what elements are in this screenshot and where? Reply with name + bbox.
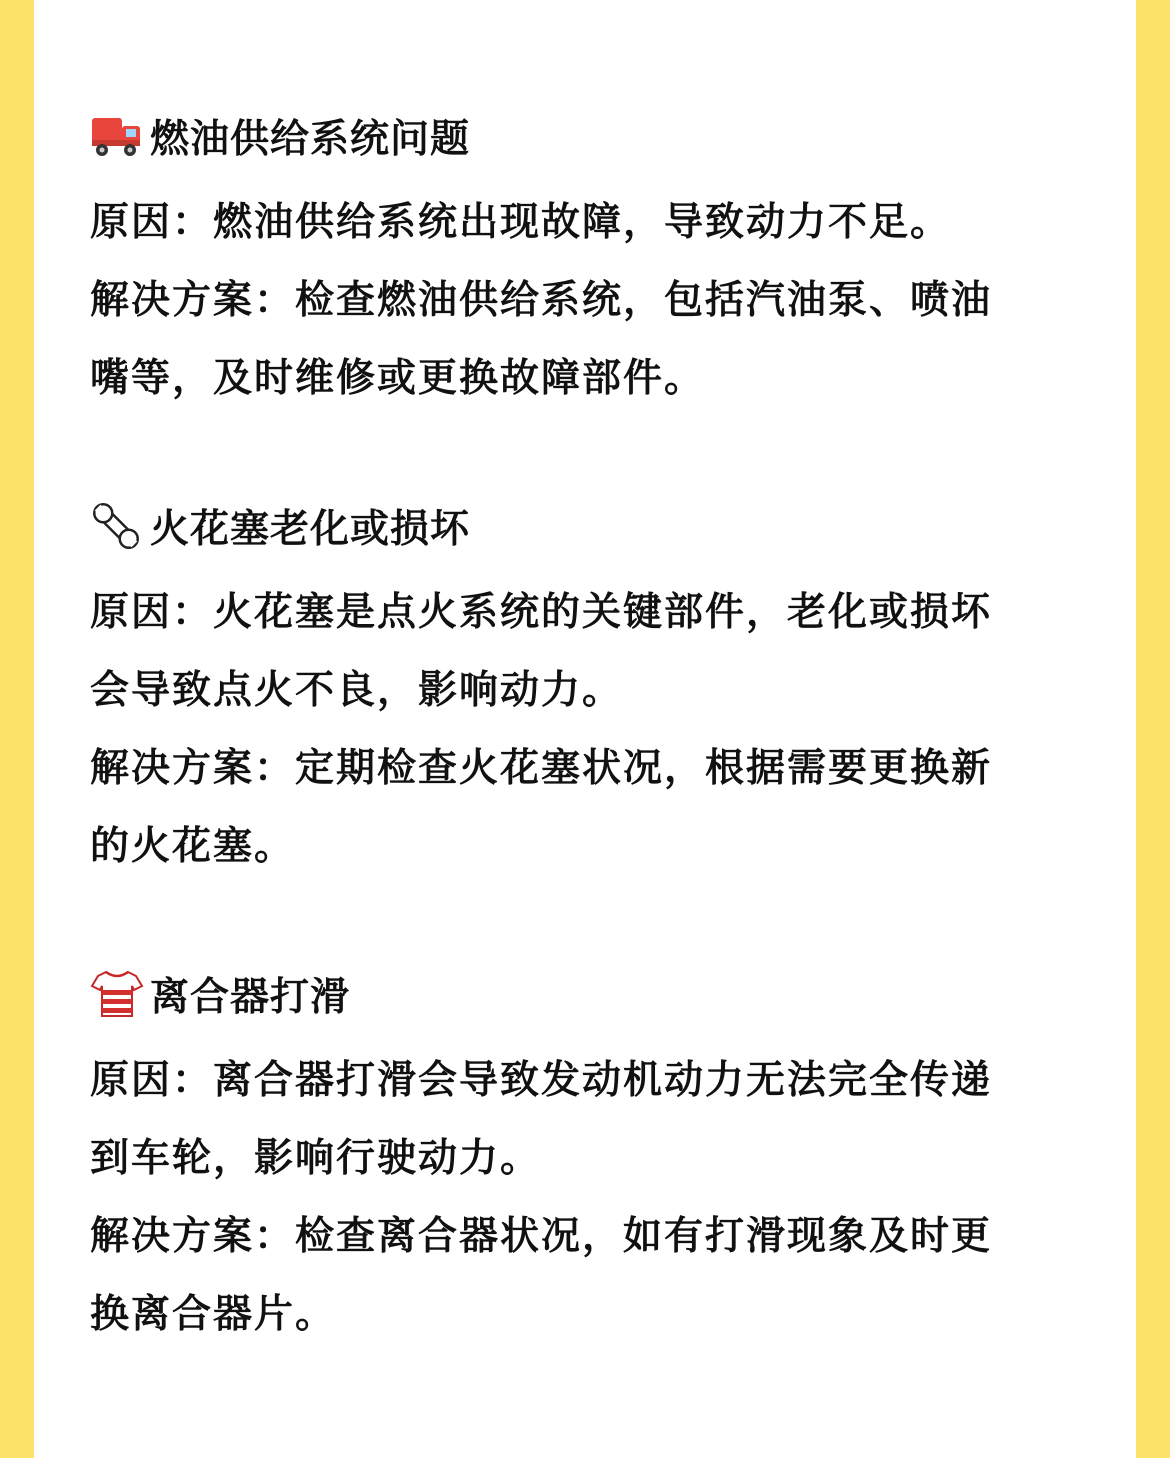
cause-text-continued: 到车轮，影响行驶动力。 — [90, 1136, 542, 1181]
truck-icon — [90, 110, 148, 162]
section-clutch — [90, 964, 1070, 1354]
wrench-icon — [90, 500, 148, 552]
solution-text-continued: 的火花塞。 — [90, 824, 296, 869]
section-body — [90, 184, 1070, 418]
solution-text: 解决方案：检查离合器状况，如有打滑现象及时更 — [90, 1214, 993, 1259]
section-body — [90, 574, 1070, 886]
section-title-row — [90, 496, 1070, 556]
left-border — [0, 0, 34, 1458]
cause-text: 原因：燃油供给系统出现故障，导致动力不足。 — [90, 200, 952, 245]
section-spark-plug — [90, 496, 1070, 886]
section-title: 燃油供给系统问题 — [150, 117, 471, 162]
solution-text: 解决方案：定期检查火花塞状况，根据需要更换新 — [90, 746, 993, 791]
section-title: 火花塞老化或损坏 — [150, 507, 471, 552]
cause-text-continued: 会导致点火不良，影响动力。 — [90, 668, 624, 713]
cause-text: 原因：火花塞是点火系统的关键部件，老化或损坏 — [90, 590, 993, 635]
solution-text-continued: 嘴等，及时维修或更换故障部件。 — [90, 356, 706, 401]
section-title: 离合器打滑 — [150, 975, 351, 1020]
shirt-icon — [90, 968, 148, 1020]
section-title-row — [90, 964, 1070, 1024]
section-body — [90, 1042, 1070, 1354]
solution-text-continued: 换离合器片。 — [90, 1292, 337, 1337]
section-title-row — [90, 106, 1070, 166]
section-fuel-system — [90, 106, 1070, 418]
right-border — [1136, 0, 1170, 1458]
cause-text: 原因：离合器打滑会导致发动机动力无法完全传递 — [90, 1058, 993, 1103]
solution-text: 解决方案：检查燃油供给系统，包括汽油泵、喷油 — [90, 278, 993, 323]
